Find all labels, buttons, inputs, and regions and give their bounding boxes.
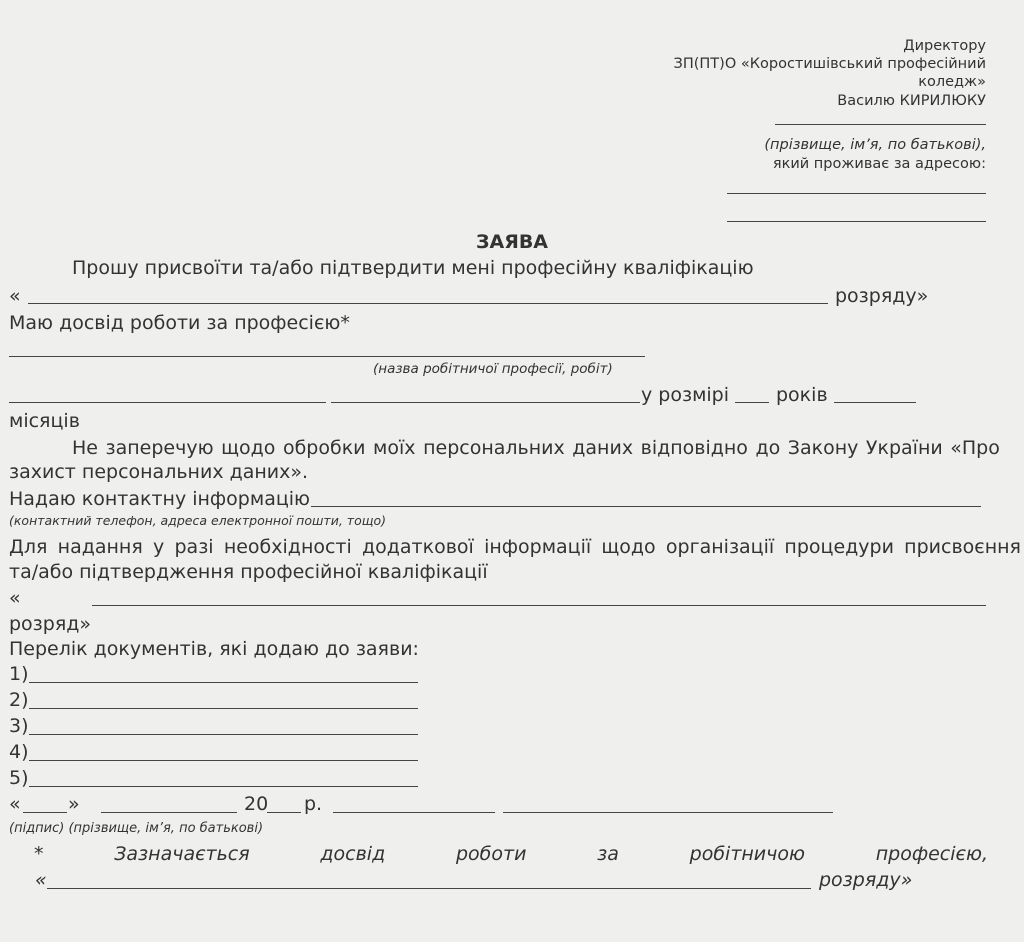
date-year-suffix: р.	[304, 793, 323, 815]
address-label: який проживає за адресою:	[772, 156, 986, 172]
date-year-field[interactable]	[267, 812, 301, 813]
request-grade-suffix: розряду»	[835, 285, 929, 307]
footnote-word: професією,	[875, 843, 988, 865]
documents-label: Перелік документів, які додаю до заяви:	[9, 638, 419, 660]
signature-field[interactable]	[333, 812, 495, 813]
applicant-name-hint: (прізвище, ім’я, по батькові),	[764, 137, 986, 153]
months-field[interactable]	[834, 402, 916, 403]
date-open-quote: «	[9, 793, 21, 815]
consent-line-2: захист персональних даних».	[9, 461, 309, 483]
footnote-word: роботи	[455, 843, 527, 865]
signature-hint: (підпис) (прізвище, ім’я, по батькові)	[9, 821, 264, 836]
footnote-word: за	[597, 843, 619, 865]
profession-field-2[interactable]	[9, 402, 326, 403]
footnote-field[interactable]	[47, 888, 811, 889]
consent-text-1: Не заперечую щодо обробки моїх персональних даних відповідно до Закону України «Про	[72, 437, 1000, 459]
contact-hint: (контактний телефон, адреса електронної пошти, тощо)	[9, 513, 387, 528]
addressee-institution: ЗП(ПТ)О «Коростишівський професійний	[673, 56, 986, 72]
addressee-institution-cont: коледж»	[918, 74, 986, 90]
address-field-1[interactable]	[727, 193, 986, 194]
address-field-2[interactable]	[727, 221, 986, 222]
years-label: років	[776, 384, 828, 406]
footnote-asterisk: *	[34, 843, 44, 865]
additional-qualification-field[interactable]	[92, 605, 986, 606]
document-item-1-field[interactable]	[29, 682, 418, 683]
document-item-2-field[interactable]	[29, 708, 418, 709]
footnote-word: досвід	[320, 843, 386, 865]
contact-label: Надаю контактну інформацію	[9, 488, 311, 510]
document-item-3-field[interactable]	[29, 734, 418, 735]
additional-grade-suffix: розряд»	[9, 613, 92, 635]
years-field[interactable]	[735, 402, 769, 403]
signature-name-field[interactable]	[503, 812, 833, 813]
document-item-5-label: 5)	[9, 767, 29, 789]
request-text: Прошу присвоїти та/або підтвердити мені професійну кваліфікацію	[72, 257, 754, 279]
document-item-1-label: 1)	[9, 663, 29, 685]
document-item-5-field[interactable]	[29, 786, 418, 787]
contact-field[interactable]	[311, 506, 981, 507]
profession-hint: (назва робітничої професії, робіт)	[373, 361, 613, 377]
date-day-field[interactable]	[23, 812, 67, 813]
experience-label: Маю досвід роботи за професією*	[9, 312, 350, 334]
footnote-word: робітничою	[689, 843, 806, 865]
footnote-line-1	[34, 843, 988, 865]
addressee-title: Директору	[903, 38, 986, 54]
document-item-4-label: 4)	[9, 741, 29, 763]
footnote-word: Зазначається	[114, 843, 250, 865]
addressee-name: Василю КИРИЛЮКУ	[837, 93, 986, 109]
additional-open-quote: «	[9, 587, 21, 609]
document-item-4-field[interactable]	[29, 760, 418, 761]
document-title: ЗАЯВА	[475, 231, 549, 253]
date-close-quote: »	[68, 793, 80, 815]
document-item-3-label: 3)	[9, 715, 29, 737]
additional-line-1: Для надання у разі необхідності додаткової інформації щодо організації процедури присвоєння	[9, 536, 1021, 558]
profession-field-3[interactable]	[331, 402, 640, 403]
additional-line-2: та/або підтвердження професійної кваліфікації	[9, 561, 488, 583]
qualification-field[interactable]	[28, 303, 828, 304]
months-label: місяців	[9, 410, 80, 432]
profession-field[interactable]	[9, 356, 645, 357]
experience-size-label: у розмірі	[641, 384, 730, 406]
consent-line-1	[72, 437, 1000, 459]
footnote-open-quote: «	[35, 869, 47, 891]
footnote-grade-suffix: розряду»	[819, 869, 913, 891]
date-month-field[interactable]	[101, 812, 237, 813]
date-year-prefix: 20	[244, 793, 269, 815]
applicant-name-field[interactable]	[775, 124, 986, 125]
document-item-2-label: 2)	[9, 689, 29, 711]
request-open-quote: «	[9, 285, 21, 307]
